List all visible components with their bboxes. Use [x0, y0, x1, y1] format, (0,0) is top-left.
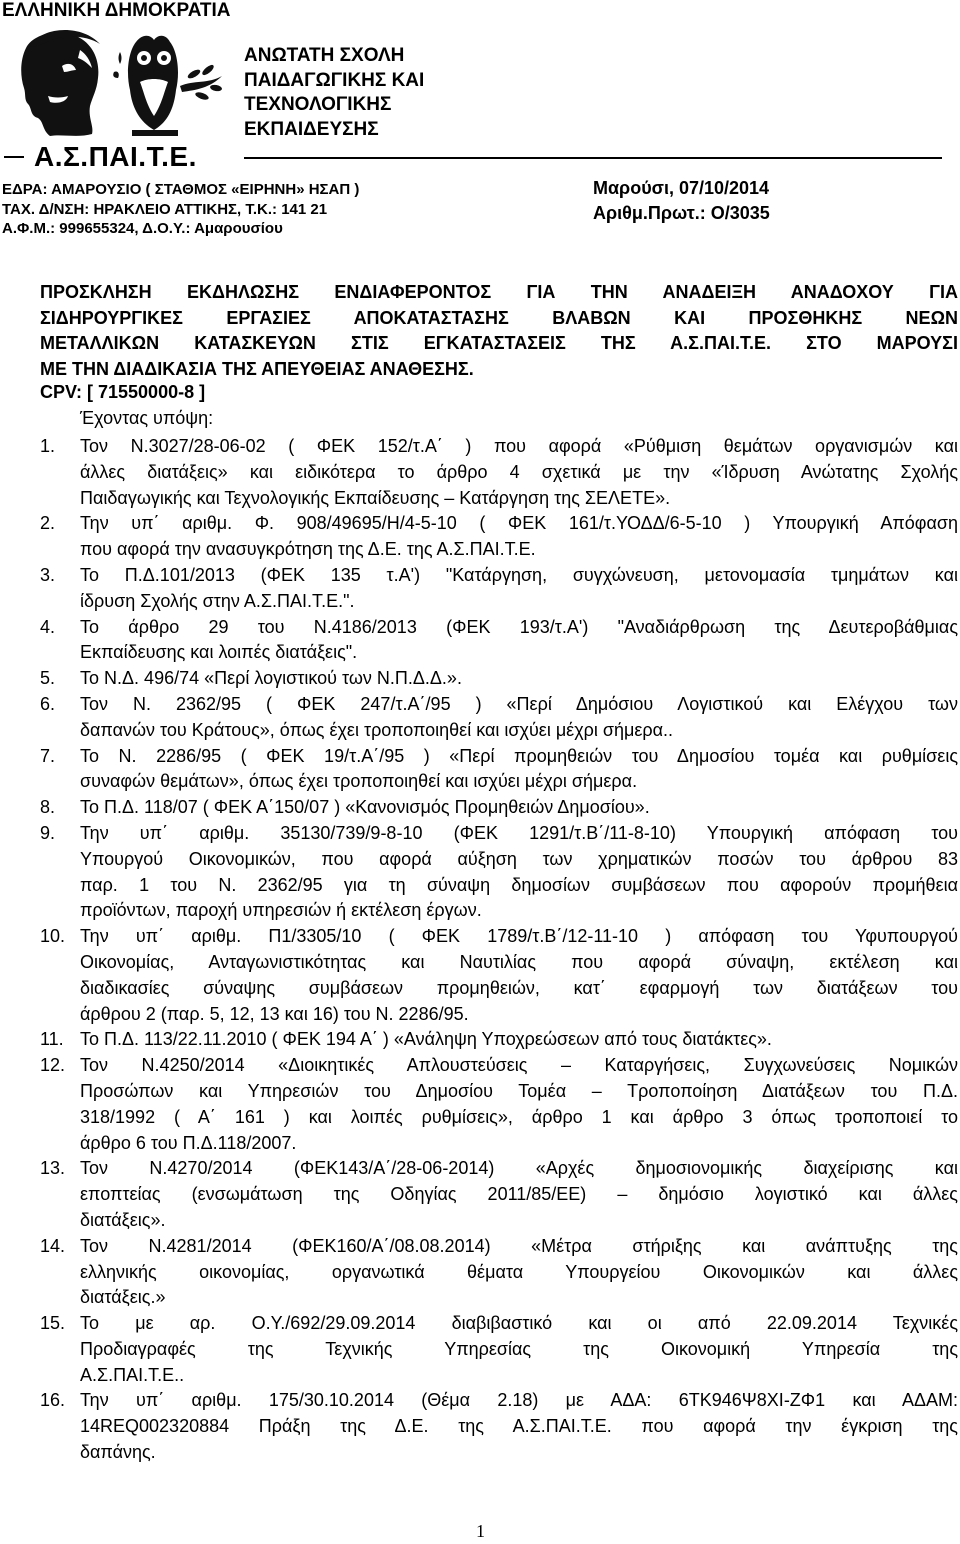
list-item-number: 12.	[40, 1055, 66, 1076]
list-item-number: 3.	[40, 564, 56, 585]
date-line: Μαρούσι, 07/10/2014	[593, 178, 770, 198]
cpv-code: CPV: [ 71550000-8 ]	[40, 382, 206, 402]
list-item	[0, 1156, 958, 1233]
list-item-line: Το Π.Δ. 118/07 ( ΦΕΚ Α΄150/07 ) «Κανονισμός Προμηθειών Δημοσίου».	[80, 797, 650, 818]
list-item-line: Το Π.Δ.101/2013 (ΦΕΚ 135 τ.Α') "Κατάργηση, συγχώνευση, μετονομασία τμημάτων και	[80, 564, 958, 585]
address-block	[2, 180, 359, 239]
list-item-line: Εκπαίδευσης και λοιπές διατάξεις".	[80, 642, 358, 663]
list-item-number: 10.	[40, 926, 66, 947]
list-item	[0, 434, 958, 511]
list-item-line: παρ. 1 του Ν. 2362/95 για τη σύναψη δημοσίων συμβάσεων που αφορούν προμήθεια	[80, 874, 958, 895]
school-name-line: ΑΝΩΤΑΤΗ ΣΧΟΛΗ	[244, 45, 405, 66]
list-item	[0, 744, 958, 796]
list-item-line: Την υπ΄ αριθμ. 35130/739/9-8-10 (ΦΕΚ 1291/τ.Β΄/11-8-10) Υπουργική απόφαση του	[80, 822, 958, 843]
list-item-line: Το Π.Δ. 113/22.11.2010 ( ΦΕΚ 194 Α΄ ) «Ανάληψη Υποχρεώσεων από τους διατάκτες».	[80, 1029, 772, 1050]
list-item-number: 1.	[40, 436, 56, 456]
header-dash	[4, 156, 24, 158]
athena-owl-emblem-icon	[8, 26, 230, 146]
list-item-number: 15.	[40, 1313, 66, 1334]
school-abbreviation: Α.Σ.ΠΑΙ.Τ.Ε.	[34, 141, 197, 172]
list-item-number: 2.	[40, 513, 56, 534]
header-rule	[244, 157, 942, 159]
list-item-line: Οικονομίας, Ανταγωνιστικότητας και Ναυτιλίας που αφορά σύναψη, εκτέλεση και	[80, 951, 958, 972]
title-line: ΠΡΟΣΚΛΗΣΗ ΕΚΔΗΛΩΣΗΣ ΕΝΔΙΑΦΕΡΟΝΤΟΣ ΓΙΑ ΤΗΝ ΑΝΑΔΕΙΞΗ ΑΝΑΔΟΧΟΥ ΓΙΑ	[40, 282, 958, 302]
list-item-number: 9.	[40, 822, 56, 843]
list-item-number: 13.	[40, 1158, 66, 1179]
list-item-number: 5.	[40, 668, 56, 689]
school-name-line: ΤΕΧΝΟΛΟΓΙΚΗΣ	[244, 94, 392, 115]
list-item	[0, 692, 958, 744]
list-item-line: 14REQ002320884 Πράξη της Δ.Ε. της Α.Σ.ΠΑΙ.Τ.Ε. που αφορά την έγκριση της	[80, 1416, 958, 1437]
list-item-number: 11.	[40, 1029, 64, 1050]
list-item-line: άρθρου 2 (παρ. 5, 12, 13 και 16) του Ν. 2286/95.	[80, 1003, 469, 1024]
document-title	[40, 280, 958, 382]
list-item	[0, 615, 958, 667]
list-item-line: συναφών θεμάτων», όπως έχει τροποποιηθεί και ισχύει μέχρι σήμερα.	[80, 771, 638, 792]
school-name-line: ΕΚΠΑΙΔΕΥΣΗΣ	[244, 118, 379, 140]
protocol-number: Αριθμ.Πρωτ.: Ο/3035	[593, 203, 770, 223]
list-item-line: Το Ν.Δ. 496/74 «Περί λογιστικού των Ν.Π.Δ.Δ.».	[80, 668, 462, 689]
list-item-line: Τον Ν.4281/2014 (ΦΕΚ160/Α΄/08.08.2014) «Μέτρα στήριξης και ανάπτυξης της	[80, 1235, 958, 1256]
list-item-number: 14.	[40, 1235, 66, 1256]
list-item-line: Την υπ΄ αριθμ. Π1/3305/10 ( ΦΕΚ 1789/τ.Β΄/12-11-10 ) απόφαση του Υφυπουργού	[80, 926, 958, 947]
list-item-line: διαδικασίες σύναψης συμβάσεων προμηθειών, κατ΄ εφαρμογή των διατάξεων του	[80, 977, 958, 998]
list-item	[0, 666, 958, 692]
list-item-line: Προσώπων και Υπηρεσιών του Δημοσίου Τομέα – Τροποποίηση Διατάξεων του Π.Δ.	[80, 1080, 958, 1101]
list-item-line: Το Ν. 2286/95 ( ΦΕΚ 19/τ.Α΄/95 ) «Περί προμηθειών του Δημοσίου τομέα και ρυθμίσεις	[80, 745, 958, 766]
list-item-line: Το άρθρο 29 του Ν.4186/2013 (ΦΕΚ 193/τ.Α') "Αναδιάρθρωση της Δευτεροβάθμιας	[80, 616, 958, 637]
address-line: Α.Φ.Μ.: 999655324, Δ.Ο.Υ.: Αμαρουσίου	[2, 220, 283, 237]
school-name	[244, 44, 424, 142]
date-protocol-block	[593, 176, 770, 226]
list-item	[0, 821, 958, 924]
address-line: ΤΑΧ. Δ/ΝΣΗ: ΗΡΑΚΛΕΙΟ ΑΤΤΙΚΗΣ, Τ.Κ.: 141 21	[2, 200, 328, 218]
list-item-line: Τον Ν.4250/2014 «Διοικητικές Απλουστεύσεις – Καταργήσεις, Συγχωνεύσεις Νομικών	[80, 1055, 958, 1076]
list-item	[0, 1234, 958, 1311]
title-line: ΜΕ ΤΗΝ ΔΙΑΔΙΚΑΣΙΑ ΤΗΣ ΑΠΕΥΘΕΙΑΣ ΑΝΑΘΕΣΗΣ.	[40, 358, 474, 379]
school-logo	[8, 26, 230, 146]
list-item-number: 4.	[40, 616, 56, 637]
list-item-line: Παιδαγωγικής και Τεχνολογικής Εκπαίδευσης – Κατάργηση της ΣΕΛΕΤΕ».	[80, 487, 671, 508]
list-item	[0, 563, 958, 615]
list-item	[0, 795, 958, 821]
list-item	[0, 1388, 958, 1465]
list-item-number: 16.	[40, 1390, 66, 1411]
list-item-line: Τον Ν.4270/2014 (ΦΕΚ143/Α΄/28-06-2014) «Αρχές δημοσιονομικής διαχείρισης και	[80, 1158, 958, 1179]
list-item-line: Προδιαγραφές της Τεχνικής Υπηρεσίας της Οικονομική Υπηρεσία της	[80, 1338, 958, 1359]
list-item	[0, 1027, 958, 1053]
list-item-line: Α.Σ.ΠΑΙ.Τ.Ε..	[80, 1364, 185, 1385]
list-item-line: Την υπ΄ αριθμ. Φ. 908/49695/Η/4-5-10 ( ΦΕΚ 161/τ.ΥΟΔΔ/6-5-10 ) Υπουργική Απόφαση	[80, 513, 958, 534]
list-item-line: ελληνικής οικονομίας, οργανωτικά θέματα Υπουργείου Οικονομικών και άλλες	[80, 1261, 958, 1282]
list-item-line: Την υπ΄ αριθμ. 175/30.10.2014 (Θέμα 2.18) με ΑΔΑ: 6ΤΚ946Ψ8ΧΙ-ΖΦ1 και ΑΔΑΜ:	[80, 1390, 958, 1411]
list-item-line: Τον Ν.3027/28-06-02 ( ΦΕΚ 152/τ.Α΄ ) που αφορά «Ρύθμιση θεμάτων οργανισμών και	[80, 436, 958, 456]
country-heading: ΕΛΛΗΝΙΚΗ ΔΗΜΟΚΡΑΤΙΑ	[2, 0, 231, 21]
list-item-line: ίδρυση Σχολής στην Α.Σ.ΠΑΙ.Τ.Ε.".	[80, 590, 355, 611]
list-item-line: άρθρο 6 του Π.Δ.118/2007.	[80, 1132, 297, 1153]
page-number: 1	[476, 1521, 485, 1541]
list-item	[0, 924, 958, 1027]
list-item-line: Υπουργού Οικονομικών, που αφορά αύξηση των χρηματικών ποσών του άρθρου 83	[80, 848, 958, 869]
considering-label: Έχοντας υπόψη:	[80, 408, 214, 428]
list-item-line: δαπάνης.	[80, 1442, 156, 1463]
title-line: ΜΕΤΑΛΛΙΚΩΝ ΚΑΤΑΣΚΕΥΩΝ ΣΤΙΣ ΕΓΚΑΤΑΣΤΑΣΕΙΣ ΤΗΣ Α.Σ.ΠΑΙ.Τ.Ε. ΣΤΟ ΜΑΡΟΥΣΙ	[40, 333, 958, 353]
list-item-line: εποπτείας (ενσωμάτωση της Οδηγίας 2011/85/ΕΕ) – δημόσιο λογιστικό και άλλες	[80, 1184, 958, 1205]
list-item-line: Το με αρ. Ο.Υ./692/29.09.2014 διαβιβαστικό και οι από 22.09.2014 Τεχνικές	[80, 1313, 958, 1334]
list-item-line: διατάξεις.»	[80, 1287, 166, 1308]
list-item	[0, 1311, 958, 1388]
list-item	[0, 511, 958, 563]
school-name-line: ΠΑΙΔΑΓΩΓΙΚΗΣ ΚΑΙ	[244, 69, 425, 91]
address-line: ΕΔΡΑ: ΑΜΑΡΟΥΣΙΟ ( ΣΤΑΘΜΟΣ «ΕΙΡΗΝΗ» ΗΣΑΠ )	[2, 181, 360, 198]
list-item-line: διατάξεις».	[80, 1209, 166, 1230]
list-item-number: 6.	[40, 693, 56, 714]
legal-basis-list	[0, 434, 960, 1466]
list-item-number: 7.	[40, 745, 56, 766]
list-item-line: 318/1992 ( Α΄ 161 ) και λοιπές ρυθμίσεις», άρθρο 1 και άρθρο 3 όπως τροποποιεί το	[80, 1106, 958, 1127]
title-line: ΣΙΔΗΡΟΥΡΓΙΚΕΣ ΕΡΓΑΣΙΕΣ ΑΠΟΚΑΤΑΣΤΑΣΗΣ ΒΛΑΒΩΝ ΚΑΙ ΠΡΟΣΘΗΚΗΣ ΝΕΩΝ	[40, 307, 958, 328]
list-item-line: άλλες διατάξεις» και ειδικότερα το άρθρο 4 σχετικά με την «Ίδρυση Ανώτατης Σχολής	[80, 461, 958, 482]
list-item-number: 8.	[40, 797, 56, 818]
list-item-line: Τον Ν. 2362/95 ( ΦΕΚ 247/τ.Α΄/95 ) «Περί Δημόσιου Λογιστικού και Ελέγχου των	[80, 693, 958, 714]
list-item	[0, 1053, 958, 1156]
list-item-line: που αφορά την ανασυγκρότηση της Δ.Ε. της Α.Σ.ΠΑΙ.Τ.Ε.	[80, 539, 536, 560]
list-item-line: προϊόντων, παροχή υπηρεσιών ή εκτέλεση έργων.	[80, 900, 482, 921]
list-item-line: δαπανών του Κράτους», όπως έχει τροποποιηθεί και ισχύει μέχρι σήμερα..	[80, 719, 674, 740]
